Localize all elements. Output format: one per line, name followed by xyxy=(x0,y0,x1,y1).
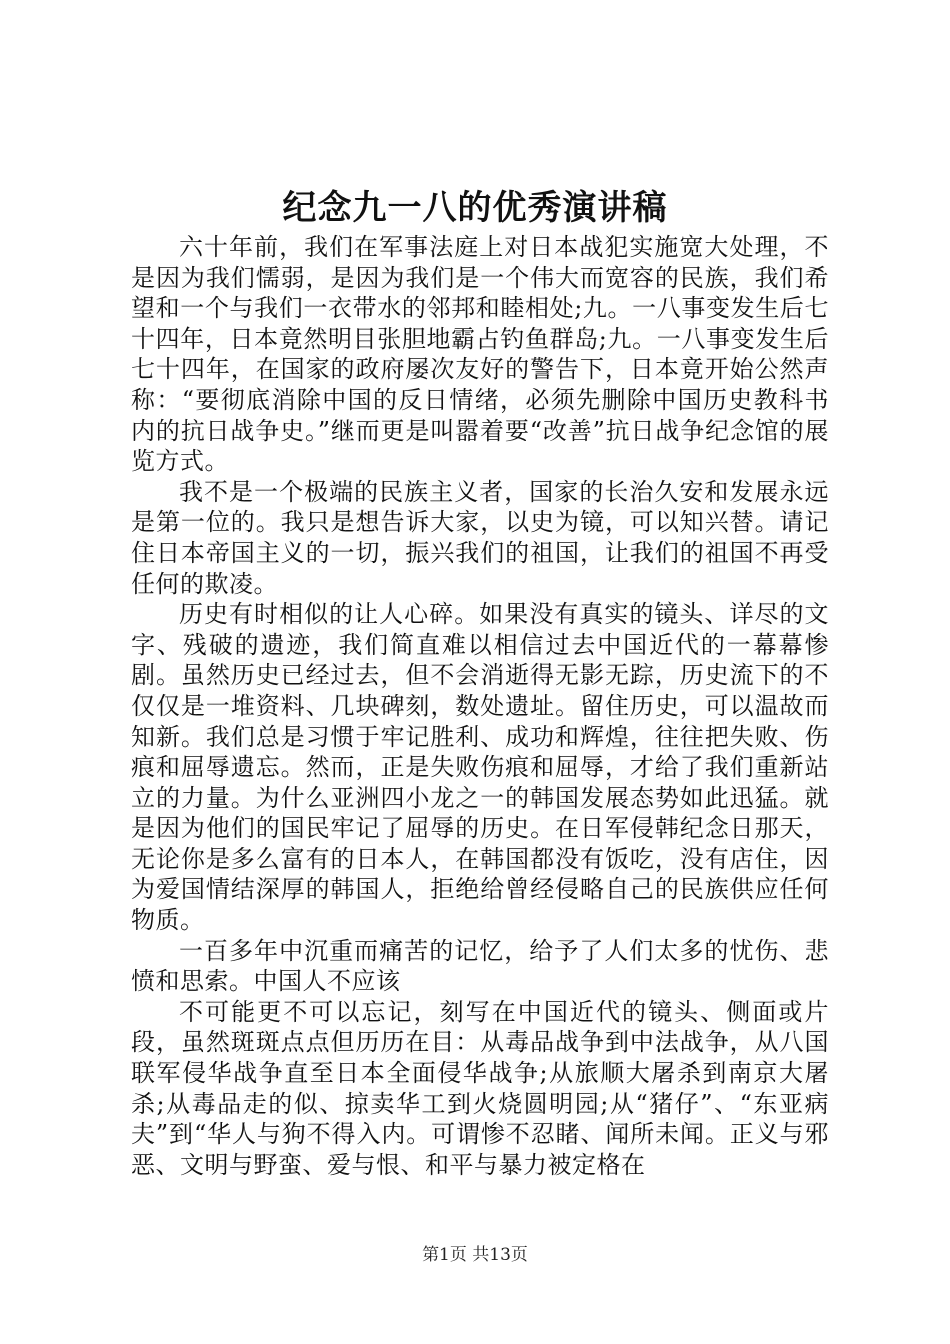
paragraph: 我不是一个极端的民族主义者，国家的长治久安和发展永远是第一位的。我只是想告诉大家，以史为镜，可以知兴替。请记住日本帝国主义的一切，振兴我们的祖国，让我们的祖国不再受任何的欺凌。 xyxy=(131,477,829,598)
paragraph: 一百多年中沉重而痛苦的记忆，给予了人们太多的忧伤、悲愤和思索。中国人不应该 xyxy=(131,936,829,996)
paragraph: 六十年前，我们在军事法庭上对日本战犯实施宽大处理，不是因为我们懦弱，是因为我们是一个伟大而宽容的民族，我们希望和一个与我们一衣带水的邻邦和睦相处;九。一八事变发生后七十四年，日本竟然明目张胆地霸占钓鱼群岛;九。一八事变发生后七十四年，在国家的政府屡次友好的警告下，日本竟开始公然声称：“要彻底消除中国的反日情绪，必须先删除中国历史教科书内的抗日战争史。”继而更是叫嚣着要“改善”抗日战争纪念馆的展览方式。 xyxy=(131,233,829,476)
document-body xyxy=(131,232,829,1180)
page-number-footer: 第1页 共13页 xyxy=(422,1245,528,1265)
paragraph: 不可能更不可以忘记，刻写在中国近代的镜头、侧面或片段，虽然斑斑点点但历历在目：从毒品战争到中法战争，从八国联军侵华战争直至日本全面侵华战争;从旅顺大屠杀到南京大屠杀;从毒品走的似、掠卖华工到火烧圆明园;从“猪仔”、“东亚病夫”到“华人与狗不得入内。可谓惨不忍睹、闻所未闻。正义与邪恶、文明与野蛮、爱与恨、和平与暴力被定格在 xyxy=(131,997,829,1179)
document-title: 纪念九一八的优秀演讲稿 xyxy=(282,188,668,228)
paragraph: 历史有时相似的让人心碎。如果没有真实的镜头、详尽的文字、残破的遗迹，我们简直难以相信过去中国近代的一幕幕惨剧。虽然历史已经过去，但不会消逝得无影无踪，历史流下的不仅仅是一堆资料、几块碑刻，数处遗址。留住历史，可以温故而知新。我们总是习惯于牢记胜利、成功和辉煌，往往把失败、伤痕和屈辱遗忘。然而，正是失败伤痕和屈辱，才给了我们重新站立的力量。为什么亚洲四小龙之一的韩国发展态势如此迅猛。就是因为他们的国民牢记了屈辱的历史。在日军侵韩纪念日那天，无论你是多么富有的日本人，在韩国都没有饭吃，没有店住，因为爱国情结深厚的韩国人，拒绝给曾经侵略自己的民族供应任何物质。 xyxy=(131,600,829,935)
